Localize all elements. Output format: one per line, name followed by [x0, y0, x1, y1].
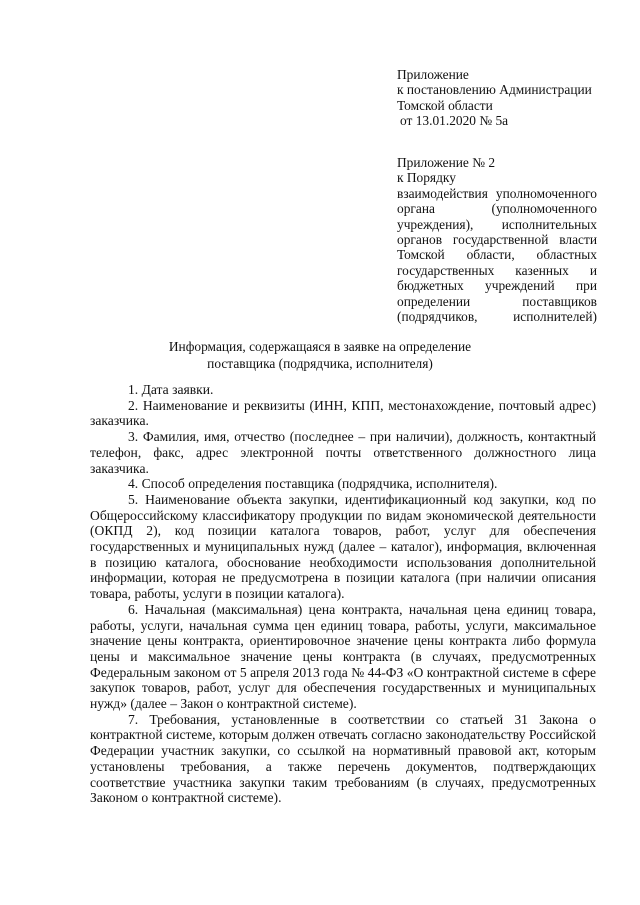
- list-item: 6. Начальная (максимальная) цена контракта, начальная цена единиц товара, работы, услуги, начальная сумма цен единиц товара, работы, услуги, максимальное значение цены контракта, ориентировочное значение цены контракта либо формула цены и максимальное значение цены контракта (в случаях, предусмотренных Федеральным законом от 5 апреля 2013 года № 44-ФЗ «О контрактной системе в сфере закупок товаров, работ, услуг для обеспечения государственных и муниципальных нужд» (далее – Закон о контрактной системе).: [90, 601, 596, 712]
- annex-header: [397, 155, 597, 324]
- annex-body: взаимодействия уполномоченного органа (уполномоченного учреждения), исполнительных органов государственной власти Томской области, областных государственных казенных и бюджетных учреждений при определении поставщиков (подрядчиков, исполнителей): [397, 185, 597, 325]
- stamp-line: к постановлению Администрации: [397, 82, 592, 98]
- list-item: 3. Фамилия, имя, отчество (последнее – при наличии), должность, контактный телефон, факс, адрес электронной почты ответственного должностного лица заказчика.: [90, 429, 596, 476]
- annex-subtitle: к Порядку: [397, 170, 456, 186]
- list-item: 4. Способ определения поставщика (подрядчика, исполнителя).: [128, 476, 498, 492]
- stamp-line: Томской области: [397, 97, 493, 113]
- document-body: [90, 382, 596, 806]
- list-item: 2. Наименование и реквизиты (ИНН, КПП, местонахождение, почтовый адрес) заказчика.: [90, 397, 596, 429]
- document-title: [120, 338, 520, 372]
- resolution-stamp: [397, 67, 597, 129]
- annex-title: Приложение № 2: [397, 155, 496, 170]
- list-item: 5. Наименование объекта закупки, идентификационный код закупки, код по Общероссийскому классификатору продукции по видам экономической деятельности (ОКПД 2), код позиции каталога товаров, работ, услуг для обеспечения государственных и муниципальных нужд (далее – каталог), информация, включенная в позицию каталога, обоснование необходимости использования дополнительной информации, которая не предусмотрена в позиции каталога (при наличии описания товара, работы, услуги в позиции каталога).: [90, 491, 596, 602]
- stamp-line: Приложение: [397, 67, 469, 82]
- title-line: Информация, содержащаяся в заявке на определение: [168, 339, 472, 354]
- title-line: поставщика (подрядчика, исполнителя): [207, 356, 433, 371]
- stamp-line: от 13.01.2020 № 5а: [400, 113, 509, 129]
- list-item: 7. Требования, установленные в соответствии со статьей 31 Закона о контрактной системе, которым должен отвечать согласно законодательству Российской Федерации участник закупки, со ссылкой на нормативный правовой акт, которым установлены требования, а также перечень документов, подтверждающих соответствие участника закупки таким требованиям (в случаях, предусмотренных Законом о контрактной системе).: [90, 711, 596, 806]
- list-item: 1. Дата заявки.: [128, 382, 214, 397]
